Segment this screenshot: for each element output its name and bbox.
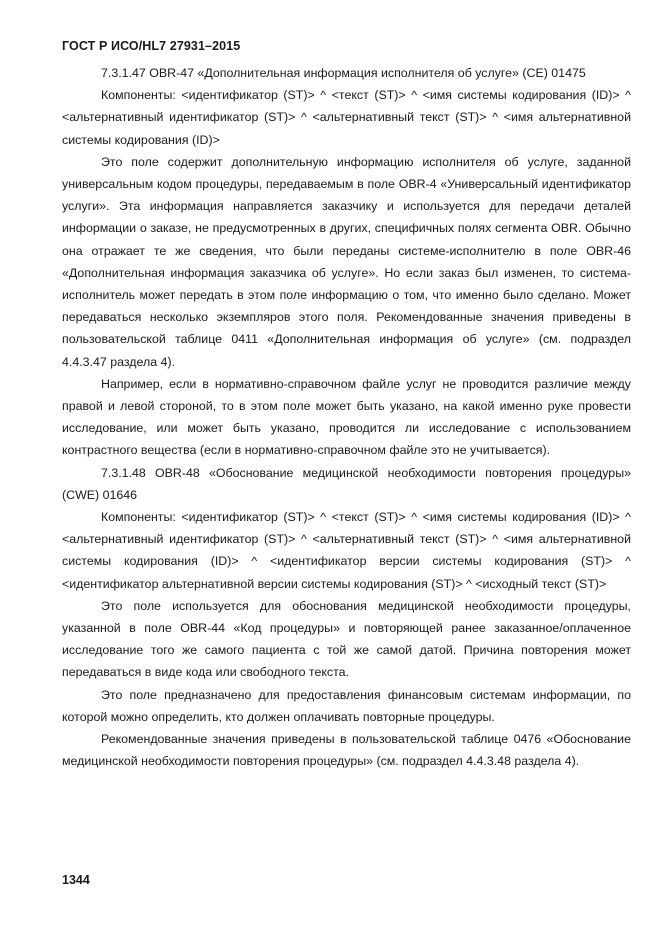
body-paragraph: Это поле используется для обоснования медицинской необходимости процедуры, указанной в поле OBR-44 «Код процедуры» и повторяющей ранее заказанное/оплаченное исследование того же самого пациента с той же самой датой. Причина повторения может передаваться в виде кода или свободного текста. — [62, 598, 631, 680]
body-paragraph: Это поле содержит дополнительную информацию исполнителя об услуге, заданной универсальным кодом процедуры, передаваемым в поле OBR-4 «Универсальный идентификатор услуги». Эта информация направляется заказчику и используется для передачи деталей информации о заказе, не предусмотренных в других, специфичных полях сегмента OBR. Обычно она отражает те же сведения, что были переданы системе-исполнителю в поле OBR-46 «Дополнительная информация заказчика об услуге». Но если заказ был изменен, то система-исполнитель может передать в этом поле информацию о том, что именно было сделано. Может передаваться несколько экземпляров этого поля. Рекомендованные значения приведены в пользовательской таблице 0411 «Дополнительная информация об услуге» (см. подраздел 4.4.3.47 раздела 4). — [62, 154, 631, 369]
section-heading-obr-48: 7.3.1.48 OBR-48 «Обоснование медицинской необходимости повторения процедуры» (CWE) 01646 — [62, 465, 631, 502]
standard-header: ГОСТ Р ИСО/HL7 27931–2015 — [62, 39, 241, 53]
page-number: 1344 — [62, 873, 90, 887]
components-paragraph: Компоненты: <идентификатор (ST)> ^ <текст (ST)> ^ <имя системы кодирования (ID)> ^ <альтернативный идентификатор (ST)> ^ <альтернативный текст (ST)> ^ <имя альтернативной системы кодирования (ID)> ^ <идентификатор версии системы кодирования (ST)> ^ <идентификатор альтернативной версии системы кодирования (ST)> ^ <исходный текст (ST)> — [62, 510, 631, 591]
components-paragraph: Компоненты: <идентификатор (ST)> ^ <текст (ST)> ^ <имя системы кодирования (ID)> ^ <альтернативный идентификатор (ST)> ^ <альтернативный текст (ST)> ^ <имя альтернативной системы кодирования (ID)> — [62, 88, 631, 147]
section-heading-obr-47: 7.3.1.47 OBR-47 «Дополнительная информация исполнителя об услуге» (CE) 01475 — [101, 66, 586, 80]
body-paragraph: Например, если в нормативно-справочном файле услуг не проводится различие между правой и левой стороной, то в этом поле может быть указано, на какой именно руке провести исследование, или может быть указано, проводится ли исследование с использованием контрастного вещества (если в нормативно-справочном файле это не учитывается). — [62, 376, 631, 458]
document-body — [62, 62, 631, 773]
body-paragraph: Рекомендованные значения приведены в пользовательской таблице 0476 «Обоснование медицинской необходимости повторения процедуры» (см. подраздел 4.4.3.48 раздела 4). — [62, 732, 631, 769]
body-paragraph: Это поле предназначено для предоставления финансовым системам информации, по которой можно определить, кто должен оплачивать повторные процедуры. — [62, 687, 631, 724]
